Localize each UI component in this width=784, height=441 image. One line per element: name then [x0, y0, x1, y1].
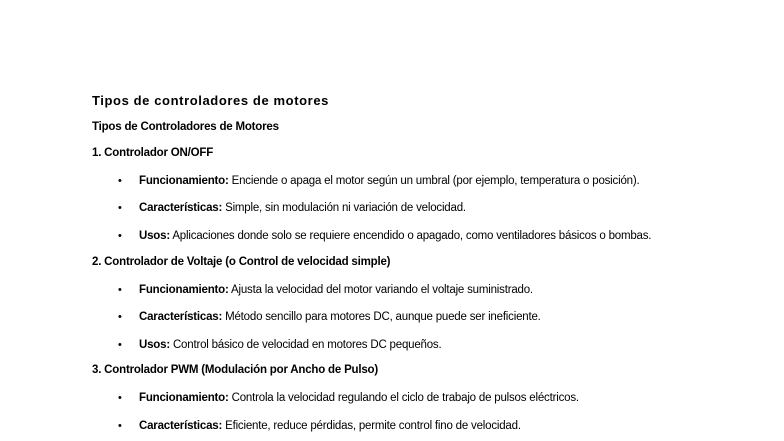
section-heading-pwm: 3. Controlador PWM (Modulación por Ancho de Pulso) [92, 364, 379, 376]
bullet-icon: • [118, 311, 122, 323]
item-label: Funcionamiento: [139, 175, 229, 187]
list-item [139, 284, 533, 296]
item-label: Funcionamiento: [139, 392, 229, 404]
item-text: Eficiente, reduce pérdidas, permite control fino de velocidad. [222, 420, 521, 432]
list-item [139, 230, 651, 242]
list-item [139, 392, 579, 404]
item-label: Características: [139, 202, 223, 214]
item-label: Funcionamiento: [139, 284, 229, 296]
item-text: Aplicaciones donde solo se requiere encendido o apagado, como ventiladores básicos o bombas. [169, 230, 652, 242]
section-heading-voltaje: 2. Controlador de Voltaje (o Control de velocidad simple) [92, 256, 391, 268]
list-item [139, 202, 466, 214]
item-text: Enciende o apaga el motor según un umbral (por ejemplo, temperatura o posición). [228, 175, 640, 187]
bullet-icon: • [118, 230, 122, 242]
bullet-icon: • [118, 392, 122, 404]
item-label: Usos: [139, 339, 170, 351]
item-label: Usos: [139, 230, 170, 242]
list-item [139, 175, 639, 187]
item-text: Controla la velocidad regulando el ciclo de trabajo de pulsos eléctricos. [228, 392, 579, 404]
document-subtitle: Tipos de Controladores de Motores [92, 121, 279, 133]
item-label: Características: [139, 311, 223, 323]
list-item [139, 339, 441, 351]
bullet-icon: • [118, 339, 122, 351]
item-text: Ajusta la velocidad del motor variando el voltaje suministrado. [228, 284, 533, 296]
section-heading-on-off: 1. Controlador ON/OFF [92, 147, 214, 159]
bullet-icon: • [118, 175, 122, 187]
document-title: Tipos de controladores de motores [92, 93, 329, 108]
bullet-icon: • [118, 420, 122, 432]
item-text: Método sencillo para motores DC, aunque puede ser ineficiente. [222, 311, 541, 323]
list-item [139, 311, 541, 323]
item-text: Control básico de velocidad en motores DC pequeños. [169, 339, 442, 351]
item-label: Características: [139, 420, 223, 432]
item-text: Simple, sin modulación ni variación de velocidad. [222, 202, 466, 214]
list-item [139, 420, 521, 432]
bullet-icon: • [118, 202, 122, 214]
bullet-icon: • [118, 284, 122, 296]
